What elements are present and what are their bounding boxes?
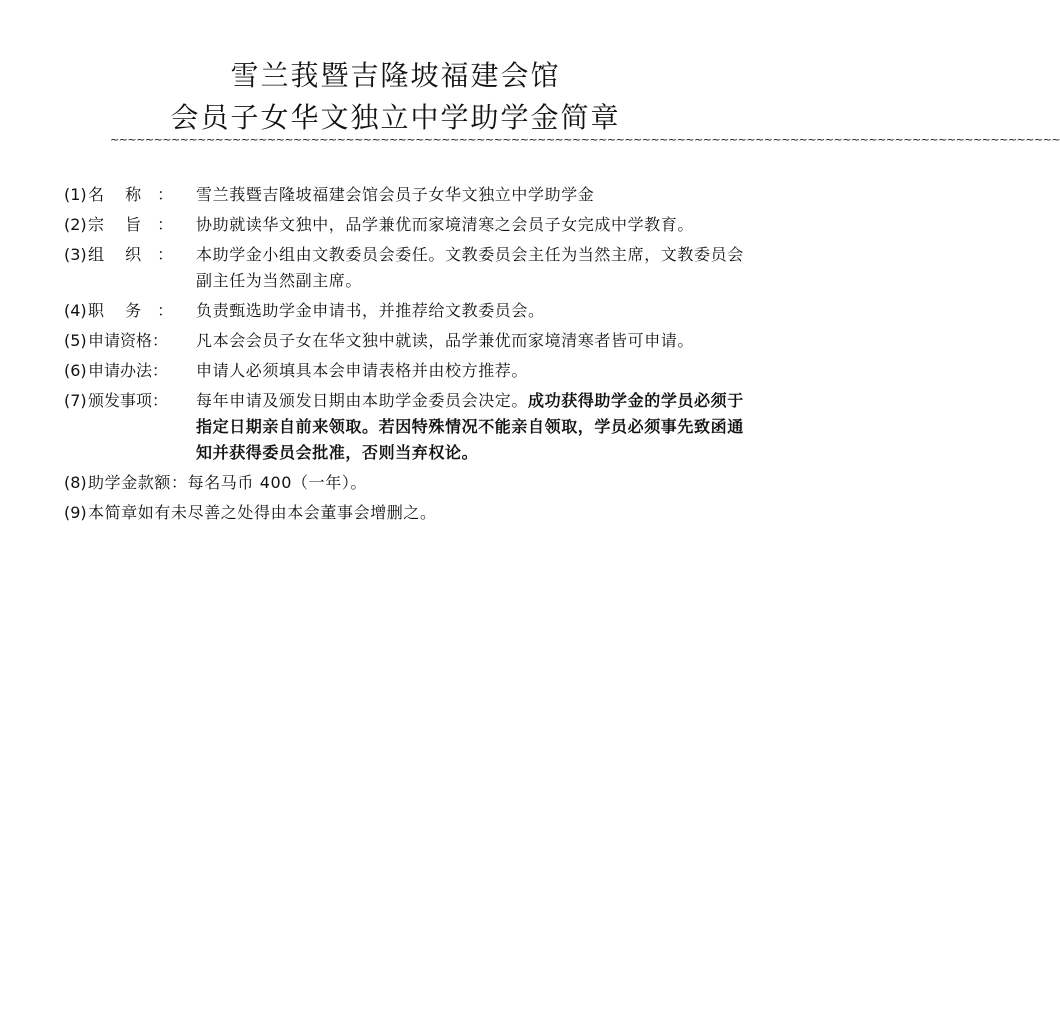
clause-label: 助学金款额：: [88, 473, 188, 492]
document-title-line2: 会员子女华文独立中学助学金简章: [170, 101, 621, 134]
clause-label: 名 称 ：: [88, 185, 174, 204]
clause-number: (8): [64, 473, 87, 492]
clause-1: [64, 182, 744, 208]
clause-number: (1): [64, 185, 87, 204]
clause-text-normal: 每年申请及颁发日期由本助学金委员会决定。: [196, 391, 529, 410]
clause-number: (3): [64, 245, 87, 264]
clause-number: (4): [64, 301, 87, 320]
clause-text: 凡本会会员子女在华文独中就读，品学兼优而家境清寒者皆可申请。: [196, 331, 695, 350]
clause-3: [64, 242, 744, 294]
title-divider: ~~~~~~~~~~~~~~~~~~~~~~~~~~~~~~~~~~~~~~~~~~~~~~~~~~~~~~~~~~~~~~~~~~~~~~~~~~~~~~~~~~~~~~~~~~~~~~~~~~~~~~~~~~~~~: [110, 133, 1060, 146]
clause-label: 职 务 ：: [88, 301, 174, 320]
clause-number: (9): [64, 503, 87, 522]
clause-text: [196, 388, 744, 466]
clause-label: 颁发事项：: [88, 391, 169, 410]
clause-text-bold: 成功获得助学金的学员必须于指定日期亲自前来领取。若因特殊情况不能亲自领取，学员必须事先致函通知并获得委员会批准，否则当弃权论。: [196, 391, 744, 462]
clause-number: (6): [64, 361, 87, 380]
clause-number: (2): [64, 215, 87, 234]
clause-8: [64, 470, 744, 496]
clause-9: [64, 500, 744, 526]
clause-number: (7): [64, 391, 87, 410]
clause-list: [64, 182, 744, 530]
clause-number: (5): [64, 331, 87, 350]
clause-2: [64, 212, 744, 238]
clause-text: 负责甄选助学金申请书，并推荐给文教委员会。: [196, 301, 545, 320]
clause-text: 协助就读华文独中，品学兼优而家境清寒之会员子女完成中学教育。: [196, 215, 695, 234]
clause-4: [64, 298, 744, 324]
document-title-line1: 雪兰莪暨吉隆坡福建会馆: [230, 59, 561, 92]
clause-5: [64, 328, 744, 354]
clause-text: 本助学金小组由文教委员会委任。文教委员会主任为当然主席，文教委员会副主任为当然副主席。: [196, 245, 744, 290]
clause-label: 组 织 ：: [88, 245, 174, 264]
clause-value: 每名马币 400（一年）。: [187, 473, 368, 492]
clause-6: [64, 358, 744, 384]
clause-label: 申请资格：: [88, 331, 169, 350]
clause-label: 申请办法：: [88, 361, 169, 380]
clause-text: 雪兰莪暨吉隆坡福建会馆会员子女华文独立中学助学金: [196, 185, 595, 204]
clause-text: [88, 470, 744, 496]
clause-label: 宗 旨 ：: [88, 215, 174, 234]
clause-text: 本简章如有未尽善之处得由本会董事会增删之。: [88, 503, 437, 522]
clause-text: 申请人必须填具本会申请表格并由校方推荐。: [196, 361, 529, 380]
clause-7: [64, 388, 744, 466]
